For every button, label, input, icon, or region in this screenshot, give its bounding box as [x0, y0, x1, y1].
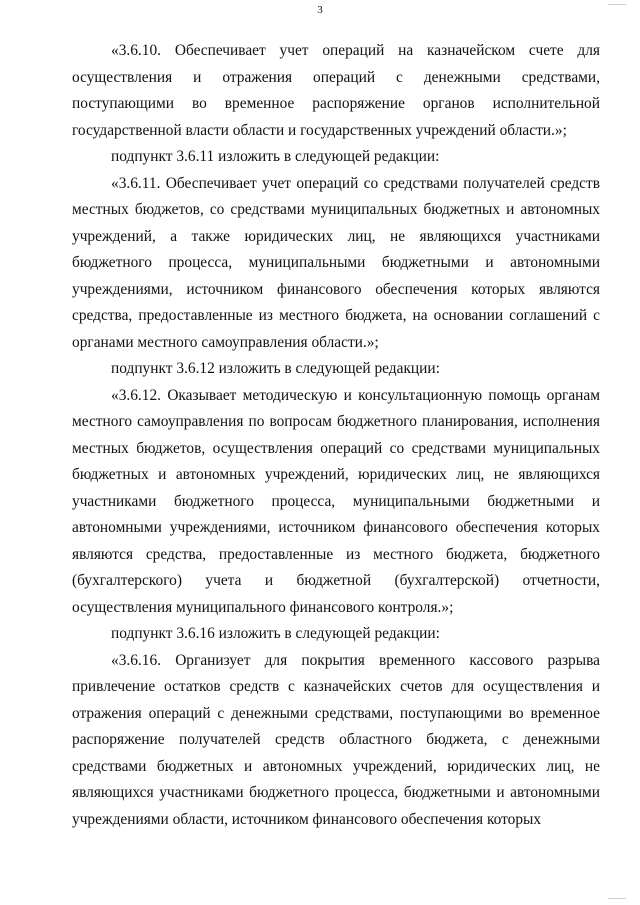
- document-body: [72, 38, 600, 833]
- page-number: 3: [317, 4, 323, 16]
- instruction-3-6-16: подпункт 3.6.16 изложить в следующей редакции:: [111, 625, 440, 642]
- scan-mark-bottom: [608, 898, 626, 899]
- paragraph-3-6-10: «3.6.10. Обеспечивает учет операций на казначейском счете для осуществления и отражения операций с денежными средствами, поступающими во временное распоряжение органов исполнительной государственной власти области и государственных учреждений области.»;: [72, 42, 600, 139]
- instruction-3-6-12: подпункт 3.6.12 изложить в следующей редакции:: [111, 360, 440, 377]
- instruction-3-6-11: подпункт 3.6.11 изложить в следующей редакции:: [111, 148, 440, 165]
- paragraph-3-6-16: «3.6.16. Организует для покрытия временного кассового разрыва привлечение остатков средств с казначейских счетов для осуществления и отражения операций с денежными средствами, поступающими во временное распоряжение получателей средств областного бюджета, с денежными средствами бюджетных и автономных учреждений, юридических лиц, не являющихся участниками бюджетного процесса, бюджетными и автономными учреждениями области, источником финансового обеспечения которых: [72, 651, 600, 828]
- paragraph-3-6-12: «3.6.12. Оказывает методическую и консультационную помощь органам местного самоуправления по вопросам бюджетного планирования, исполнения местных бюджетов, осуществления операций со средствами муниципальных бюджетных и автономных учреждений, юридических лиц, не являющихся участниками бюджетного процесса, муниципальными бюджетными и автономными учреждениями, источником финансового обеспечения которых являются средства, предоставленные из местного бюджета, бюджетного (бухгалтерского) учета и бюджетной (бухгалтерской) отчетности, осуществления муниципального финансового контроля.»;: [72, 386, 600, 616]
- paragraph-3-6-11: «3.6.11. Обеспечивает учет операций со средствами получателей средств местных бюджетов, со средствами муниципальных бюджетных и автономных учреждений, а также юридических лиц, не являющихся участниками бюджетного процесса, муниципальными бюджетными и автономными учреждениями, источником финансового обеспечения которых являются средства, предоставленные из местного бюджета, на основании соглашений с органами местного самоуправления области.»;: [72, 174, 600, 351]
